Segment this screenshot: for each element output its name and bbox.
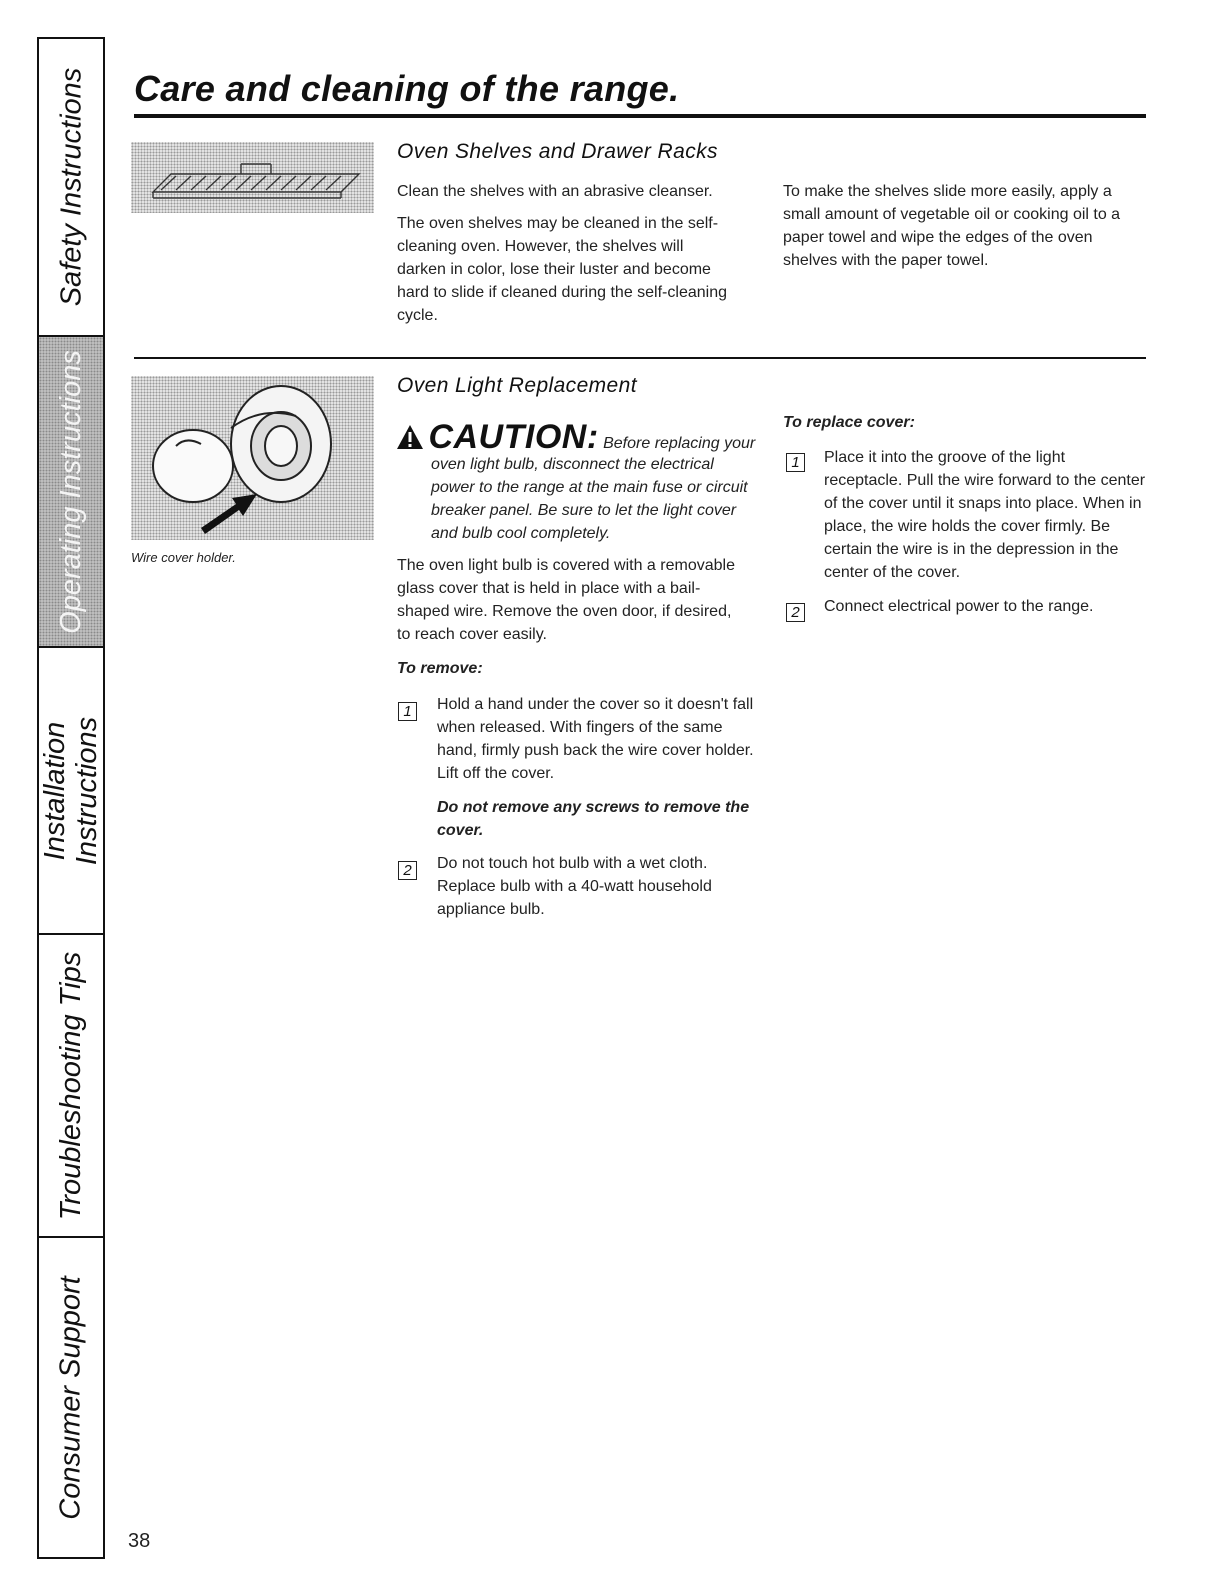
tab-label: Consumer Support <box>55 1275 87 1520</box>
replace-step-1: Place it into the groove of the light receptacle. Pull the wire forward to the center of the cover until it snaps into place. When in place, the wire holds the cover firmly. Be certain the wire is in the depression in the center of the cover. <box>824 449 1146 581</box>
step-number-badge: 1 <box>786 453 805 472</box>
tab-label-line1: Installation <box>39 721 72 860</box>
shelves-paragraph-1: Clean the shelves with an abrasive cleanser. <box>397 183 713 200</box>
page-number: 38 <box>128 1530 151 1552</box>
light-heading: Oven Light Replacement <box>397 374 637 397</box>
tab-troubleshooting-tips[interactable] <box>39 935 103 1238</box>
title-rule <box>134 114 1146 118</box>
caution-label <box>396 418 755 457</box>
remove-step-2: Do not touch hot bulb with a wet cloth. Replace bulb with a 40-watt household appliance bulb. <box>437 855 712 918</box>
tab-label <box>39 716 103 864</box>
tab-label: Safety Instructions <box>55 67 87 307</box>
shelves-paragraph-2: The oven shelves may be cleaned in the self-cleaning oven. However, the shelves will darken in color, lose their luster and become hard to slide if cleaned during the self-cleaning cycle. <box>397 215 727 324</box>
step-number-badge: 2 <box>398 861 417 880</box>
tab-operating-instructions[interactable] <box>39 337 103 648</box>
tab-safety-instructions[interactable] <box>39 39 103 337</box>
tab-installation-instructions[interactable] <box>39 648 103 935</box>
shelves-heading: Oven Shelves and Drawer Racks <box>397 140 718 163</box>
tab-label: Troubleshooting Tips <box>55 951 87 1220</box>
replace-step-2: Connect electrical power to the range. <box>824 598 1094 615</box>
remove-heading: To remove: <box>397 660 483 677</box>
remove-warning: Do not remove any screws to remove the cover. <box>437 799 750 839</box>
step-number-badge: 1 <box>398 702 417 721</box>
remove-step-1: Hold a hand under the cover so it doesn't fall when released. With fingers of the same hand, firmly push back the wire cover holder. Lift off the cover. <box>437 696 754 782</box>
replace-heading: To replace cover: <box>783 414 915 431</box>
caution-intro: Before replacing your <box>603 435 756 452</box>
section-tabs <box>37 37 105 1559</box>
warning-triangle-icon <box>396 424 424 450</box>
step-number-badge: 2 <box>786 603 805 622</box>
tab-label-line2: Instructions <box>71 716 103 865</box>
tab-label: Operating Instructions <box>55 349 88 634</box>
oven-shelf-illustration <box>131 142 374 213</box>
tab-consumer-support[interactable] <box>39 1238 103 1557</box>
oven-light-illustration <box>131 376 374 540</box>
light-intro: The oven light bulb is covered with a removable glass cover that is held in place with a bail-shaped wire. Remove the oven door, if desired, to reach cover easily. <box>397 557 735 643</box>
caution-text: oven light bulb, disconnect the electrical power to the range at the main fuse or circuit breaker panel. Be sure to let the light cover and bulb cool completely. <box>431 456 748 542</box>
image-caption: Wire cover holder. <box>131 550 236 565</box>
shelves-oil-tip: To make the shelves slide more easily, apply a small amount of vegetable oil or cooking oil to a paper towel and wipe the edges of the oven shelves with the paper towel. <box>783 183 1121 269</box>
caution-word: CAUTION: <box>428 418 599 456</box>
page-title: Care and cleaning of the range. <box>134 68 680 109</box>
section-divider <box>134 357 1146 359</box>
